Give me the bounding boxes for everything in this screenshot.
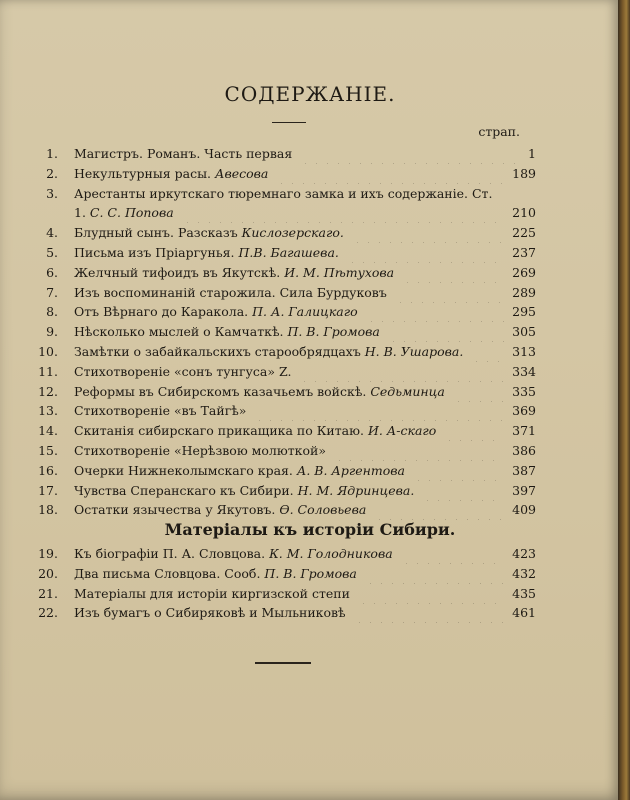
entry-title-text: Стихотвореніе «Нерѣзвою молюткой» xyxy=(74,443,326,458)
leader-dots xyxy=(366,302,504,322)
toc-entry xyxy=(0,421,620,441)
toc-entry xyxy=(0,302,620,322)
entry-author: А. В. Аргентова xyxy=(296,462,405,478)
entry-title xyxy=(74,164,268,184)
toc-entry xyxy=(0,401,620,421)
entry-page: 237 xyxy=(512,245,536,260)
entry-number: 10. xyxy=(38,344,58,359)
entry-title xyxy=(74,322,380,342)
entry-author: Кислозерскаго. xyxy=(241,225,344,241)
entry-title-text: 1. xyxy=(74,205,86,221)
entry-title-text: Магистръ. Романъ. Часть первая xyxy=(74,146,293,161)
entry-title xyxy=(74,461,405,481)
entry-title xyxy=(74,603,346,623)
entry-title-text: Нѣсколько мыслей о Камчаткѣ. xyxy=(74,324,284,340)
leader-dots xyxy=(365,564,504,584)
entry-title xyxy=(74,481,414,501)
leader-dots xyxy=(422,481,504,501)
entry-number: 11. xyxy=(38,363,58,379)
entry-page: 305 xyxy=(512,324,536,340)
entry-page: 335 xyxy=(512,383,536,399)
entry-page: 210 xyxy=(512,205,536,221)
entry-page: 435 xyxy=(512,585,536,601)
toc-entry xyxy=(0,283,620,303)
entry-title xyxy=(74,203,174,223)
entry-title-text: Отъ Вѣрнаго до Каракола. xyxy=(74,304,249,320)
entry-title xyxy=(74,362,291,382)
toc-entry xyxy=(0,184,620,204)
entry-number: 7. xyxy=(46,284,58,300)
entry-title xyxy=(74,184,492,204)
toc-entry xyxy=(0,164,620,184)
page-title: СОДЕРЖАНІЕ. xyxy=(224,82,396,106)
entry-title xyxy=(74,342,463,362)
toc-entry xyxy=(0,382,620,402)
entry-page: 461 xyxy=(512,605,536,621)
leader-dots xyxy=(334,441,504,461)
entry-number: 1. xyxy=(46,146,58,161)
entry-number: 18. xyxy=(38,502,58,518)
entry-page: 397 xyxy=(512,482,536,498)
leader-dots xyxy=(453,382,504,402)
leader-dots xyxy=(471,342,504,362)
leader-dots xyxy=(300,144,520,164)
entry-number: 20. xyxy=(38,565,58,581)
entry-author: И. А-скаго xyxy=(367,423,437,439)
entry-author: Н. В. Ушарова. xyxy=(364,344,464,359)
leader-dots xyxy=(413,461,504,481)
entry-title-text: Два письма Словцова. Сооб. xyxy=(74,565,261,581)
entry-author: П. В. Громова xyxy=(264,565,357,581)
entry-number: 5. xyxy=(46,245,58,260)
entry-number: 6. xyxy=(46,264,58,280)
entry-author: П. А. Галицкаго xyxy=(252,304,358,320)
entry-number: 9. xyxy=(46,324,58,340)
leader-dots xyxy=(254,401,504,421)
entry-title xyxy=(74,382,445,402)
entry-title-text: Реформы въ Сибирскомъ казачьемъ войскѣ. xyxy=(74,383,367,399)
leader-dots xyxy=(401,544,504,564)
entry-title-text: Письма изъ Прiаргунья. xyxy=(74,245,235,260)
entry-title xyxy=(74,263,394,283)
entry-author: Авесова xyxy=(214,165,269,181)
toc-entry xyxy=(0,243,620,263)
toc-entry xyxy=(0,322,620,342)
leader-dots xyxy=(354,603,504,623)
entry-page: 269 xyxy=(512,264,536,280)
end-divider xyxy=(255,662,311,664)
entry-title-text: Изъ воспоминаній старожила. Сила Бурдуковъ xyxy=(74,284,387,300)
entry-author: И. М. Пѣтухова xyxy=(284,264,395,280)
entry-number: 4. xyxy=(46,225,58,241)
entry-title-text: Остатки язычества у Якутовъ. xyxy=(74,502,276,518)
entry-number: 14. xyxy=(38,423,58,439)
entry-title xyxy=(74,441,326,461)
entry-page: 432 xyxy=(512,565,536,581)
entry-title xyxy=(74,564,357,584)
toc-entry xyxy=(0,223,620,243)
entry-title-text: Чувства Сперанскаго къ Сибири. xyxy=(74,482,294,498)
leader-dots xyxy=(347,243,504,263)
toc-entry xyxy=(0,584,620,604)
entry-page: 1 xyxy=(528,146,536,161)
entry-number: 8. xyxy=(46,304,58,320)
entry-author: С. С. Попова xyxy=(89,205,174,221)
entry-title-text: Замѣтки о забайкальскихъ старообрядцахъ xyxy=(74,344,361,359)
entry-number: 22. xyxy=(38,605,58,621)
toc-entry xyxy=(0,500,620,520)
entry-page: 189 xyxy=(512,165,536,181)
toc-entry xyxy=(0,461,620,481)
entry-title xyxy=(74,584,350,604)
entry-title xyxy=(74,500,366,520)
entry-number: 2. xyxy=(46,165,58,181)
entry-title-text: Къ біографіи П. А. Словцова. xyxy=(74,546,266,561)
entry-author: Ѳ. Соловьева xyxy=(279,502,367,518)
entry-title xyxy=(74,302,358,322)
leader-dots xyxy=(388,322,504,342)
entry-author: П.В. Багашева. xyxy=(238,245,339,260)
toc-entry xyxy=(0,203,620,223)
entry-page: 423 xyxy=(512,546,536,561)
entry-title xyxy=(74,283,387,303)
entry-title-text: Скитанія сибирскаго прикащика по Китаю. xyxy=(74,423,364,439)
leader-dots xyxy=(395,283,504,303)
leader-dots xyxy=(444,421,504,441)
leader-dots xyxy=(276,164,504,184)
leader-dots xyxy=(402,263,504,283)
entry-number: 21. xyxy=(38,585,58,601)
entry-number: 15. xyxy=(38,443,58,458)
entry-title-text: Арестанты иркутскаго тюремнаго замка и ихъ содержаніе. Ст. xyxy=(74,185,493,201)
entry-author: П. В. Громова xyxy=(287,324,380,340)
entry-title xyxy=(74,544,393,564)
entry-number: 3. xyxy=(46,185,58,201)
leader-dots xyxy=(374,500,504,520)
leader-dots xyxy=(358,584,504,604)
entry-page: 371 xyxy=(512,423,536,439)
entry-number: 19. xyxy=(38,546,58,561)
entry-title-text: Желчный тифоидъ въ Якутскѣ. xyxy=(74,264,281,280)
entry-page: 295 xyxy=(512,304,536,320)
entry-title-text: Блудный сынъ. Разсказъ xyxy=(74,225,238,241)
entry-title xyxy=(74,223,344,243)
entry-number: 12. xyxy=(38,383,58,399)
leader-dots xyxy=(299,362,504,382)
entry-title-text: Матеріалы для исторіи киргизской степи xyxy=(74,585,350,601)
entry-title-text: Очерки Нижнеколымскаго края. xyxy=(74,462,293,478)
toc-entry xyxy=(0,481,620,501)
entry-page: 387 xyxy=(512,462,536,478)
entry-page: 369 xyxy=(512,403,536,419)
entry-page: 409 xyxy=(512,502,536,518)
toc-entry xyxy=(0,544,620,564)
title-divider xyxy=(272,122,306,123)
book-edge xyxy=(618,0,630,800)
entry-author: Н. М. Ядринцева. xyxy=(297,482,415,498)
entry-title-text: Некультурныя расы. xyxy=(74,165,211,181)
entry-title-text: Стихотвореніе «въ Тайгѣ» xyxy=(74,403,247,419)
entry-title-text: Стихотвореніе «сонъ тунгуса» Z. xyxy=(74,363,292,379)
entry-title xyxy=(74,421,436,441)
entry-page: 386 xyxy=(512,443,536,458)
entry-number: 17. xyxy=(38,482,58,498)
leader-dots xyxy=(352,223,504,243)
toc-entry xyxy=(0,362,620,382)
entry-title xyxy=(74,243,339,263)
entry-number: 16. xyxy=(38,462,58,478)
entry-title xyxy=(74,401,246,421)
toc-entry xyxy=(0,603,620,623)
entry-page: 334 xyxy=(512,363,536,379)
entry-page: 289 xyxy=(512,284,536,300)
entry-author: К. М. Голодникова xyxy=(269,546,393,561)
toc-entry xyxy=(0,441,620,461)
toc-entry xyxy=(0,564,620,584)
entry-author: Седьминца xyxy=(370,383,445,399)
toc-entry xyxy=(0,342,620,362)
materials-heading: Матеріалы къ исторіи Сибири. xyxy=(164,520,456,539)
page-column-label: страп. xyxy=(478,124,520,139)
entry-page: 313 xyxy=(512,344,536,359)
toc-entry xyxy=(0,263,620,283)
leader-dots xyxy=(182,203,504,223)
entry-title xyxy=(74,144,292,164)
entry-title-text: Изъ бумагъ о Сибиряковѣ и Мыльниковѣ xyxy=(74,605,346,621)
entry-page: 225 xyxy=(512,225,536,241)
toc-entry xyxy=(0,144,620,164)
entry-number: 13. xyxy=(38,403,58,419)
